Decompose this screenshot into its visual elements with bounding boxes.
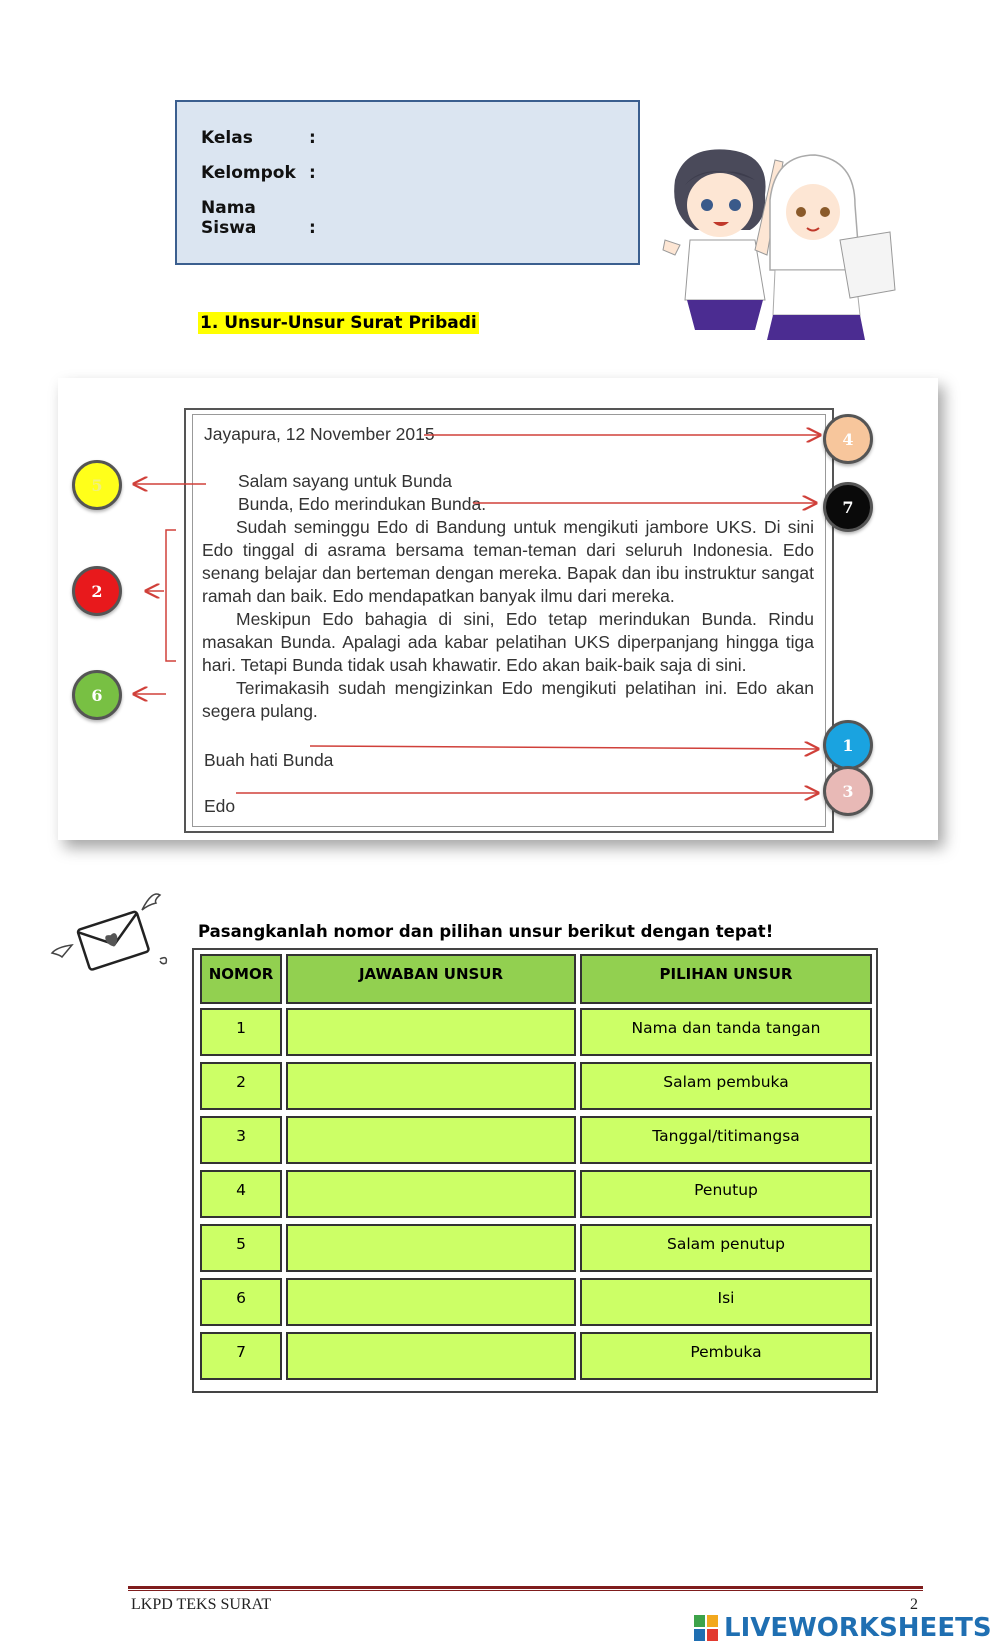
letter-body-paragraph: Sudah seminggu Edo di Bandung untuk mengikuti jambore UKS. Di sini Edo tinggal di asrama bersama teman-teman dari seluruh Indonesia. Edo senang belajar dan berteman dengan mereka. Bapak dan ibu instruktur sangat ramah dan baik. Edo mendapatkan banyak ilmu dari mereka. xyxy=(202,517,814,606)
option-item: Pembuka xyxy=(580,1332,872,1380)
info-colon: : xyxy=(309,128,316,148)
answer-drop-field[interactable] xyxy=(286,1008,576,1056)
info-colon: : xyxy=(309,218,316,238)
info-label: Kelas xyxy=(201,128,253,148)
student-info-box xyxy=(175,100,640,265)
option-item: Tanggal/titimangsa xyxy=(580,1116,872,1164)
letter-greeting: Salam sayang untuk Bunda xyxy=(238,471,453,491)
section-heading: 1. Unsur-Unsur Surat Pribadi xyxy=(200,313,477,333)
row-nomor: 4 xyxy=(200,1170,282,1218)
page-number: 2 xyxy=(910,1596,918,1613)
connector-arrows xyxy=(58,378,938,840)
letter-date: Jayapura, 12 November 2015 xyxy=(204,424,435,444)
matching-table xyxy=(192,948,878,1393)
letter-signature: Edo xyxy=(204,796,236,816)
option-item: Nama dan tanda tangan xyxy=(580,1008,872,1056)
header-pilihan-unsur: PILIHAN UNSUR xyxy=(580,954,872,1004)
info-label: Kelompok xyxy=(201,163,296,183)
option-item: Penutup xyxy=(580,1170,872,1218)
footer-rule-thin xyxy=(128,1590,923,1591)
info-colon: : xyxy=(309,163,316,183)
envelope-icon xyxy=(42,885,182,985)
liveworksheets-logo-text: LIVEWORKSHEETS xyxy=(724,1613,992,1643)
marker-circle-6: 6 xyxy=(72,670,122,720)
header-nomor: NOMOR xyxy=(200,954,282,1004)
letter-opening: Bunda, Edo merindukan Bunda. xyxy=(238,494,487,514)
liveworksheets-logo[interactable] xyxy=(694,1612,994,1644)
answer-drop-field[interactable] xyxy=(286,1224,576,1272)
liveworksheets-logo-icon xyxy=(694,1615,720,1643)
letter-closing: Buah hati Bunda xyxy=(204,750,334,770)
marker-circle-1: 1 xyxy=(823,720,873,770)
marker-circle-4: 4 xyxy=(823,414,873,464)
footer-title: LKPD TEKS SURAT xyxy=(131,1596,272,1613)
option-item: Salam penutup xyxy=(580,1224,872,1272)
letter-figure xyxy=(58,378,938,840)
students-cartoon-illustration xyxy=(655,140,905,355)
marker-circle-7: 7 xyxy=(823,482,873,532)
letter-body-paragraph: Meskipun Edo bahagia di sini, Edo tetap merindukan Bunda. Rindu masakan Bunda. Apalagi ada kabar pelatihan UKS diperpanjang hingga tiga hari. Tetapi Bunda tidak usah khawatir. Edo akan baik-baik saja di sini. xyxy=(202,609,814,675)
letter-body-paragraph: Terimakasih sudah mengizinkan Edo mengikuti pelatihan ini. Edo akan segera pulang. xyxy=(202,678,814,721)
info-label: Nama Siswa xyxy=(201,198,257,238)
marker-circle-5: 5 xyxy=(72,460,122,510)
answer-drop-field[interactable] xyxy=(286,1062,576,1110)
row-nomor: 7 xyxy=(200,1332,282,1380)
row-nomor: 5 xyxy=(200,1224,282,1272)
bracket-body xyxy=(166,530,176,661)
option-item: Salam pembuka xyxy=(580,1062,872,1110)
footer-rule xyxy=(128,1586,923,1589)
row-nomor: 2 xyxy=(200,1062,282,1110)
option-item: Isi xyxy=(580,1278,872,1326)
row-nomor: 3 xyxy=(200,1116,282,1164)
marker-circle-2: 2 xyxy=(72,566,122,616)
row-nomor: 6 xyxy=(200,1278,282,1326)
header-jawaban-unsur: JAWABAN UNSUR xyxy=(286,954,576,1004)
answer-drop-field[interactable] xyxy=(286,1278,576,1326)
arrow-closing-to-1 xyxy=(310,746,818,749)
instruction-text: Pasangkanlah nomor dan pilihan unsur berikut dengan tepat! xyxy=(198,922,774,941)
answer-drop-field[interactable] xyxy=(286,1116,576,1164)
marker-circle-3: 3 xyxy=(823,766,873,816)
info-row-kelompok xyxy=(201,163,316,183)
info-row-nama-siswa xyxy=(201,198,316,238)
answer-drop-field[interactable] xyxy=(286,1332,576,1380)
answer-drop-field[interactable] xyxy=(286,1170,576,1218)
info-row-kelas xyxy=(201,128,316,148)
row-nomor: 1 xyxy=(200,1008,282,1056)
